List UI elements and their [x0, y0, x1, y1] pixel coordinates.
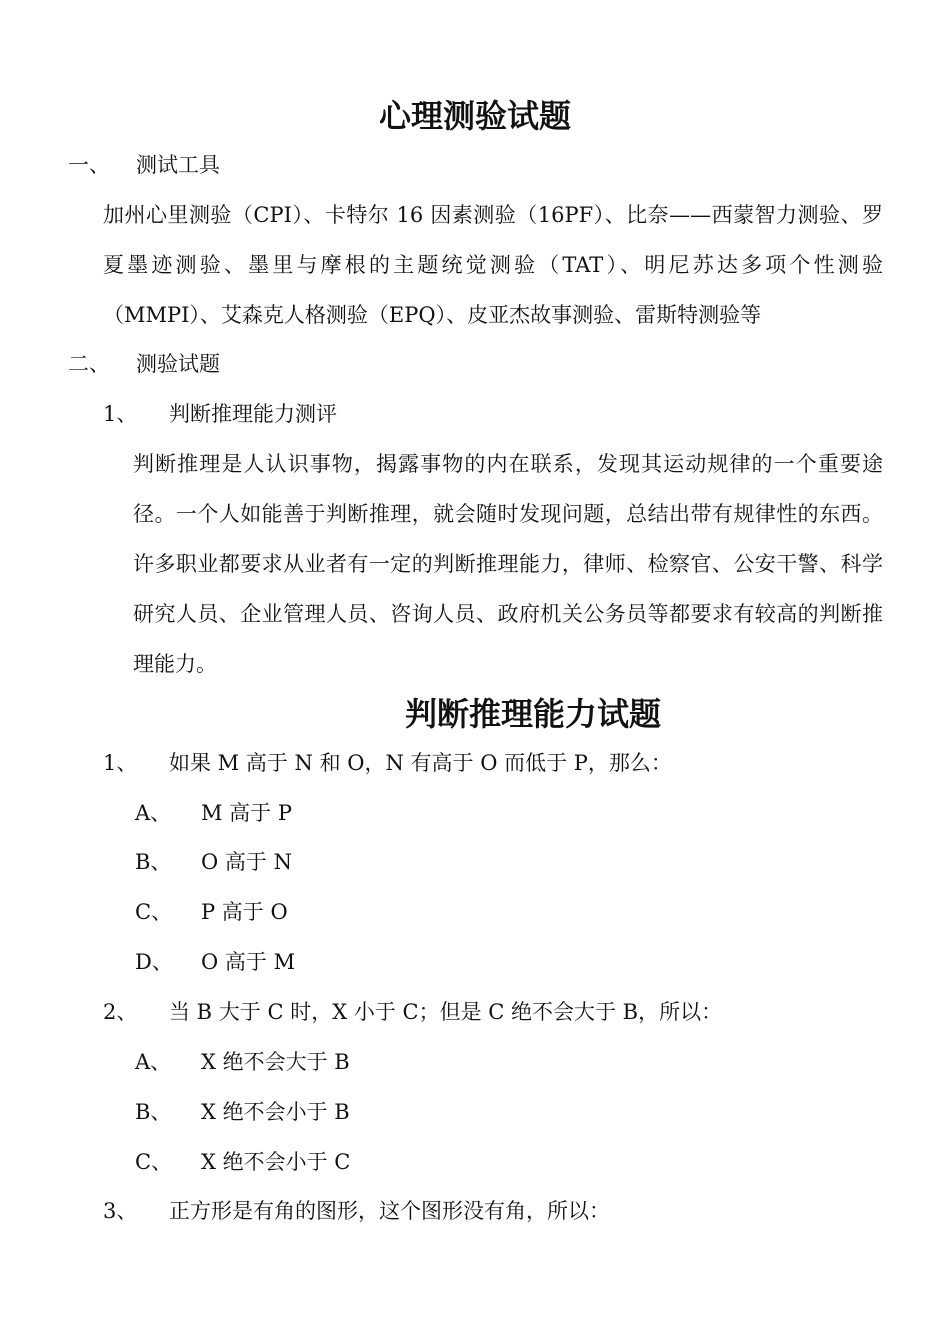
question-1-text: 如果 M 高于 N 和 O，N 有高于 O 而低于 P，那么： — [169, 751, 672, 775]
question-1-option-d — [135, 947, 295, 977]
option-label: B、 — [135, 1100, 172, 1124]
option-text: X 绝不会小于 B — [201, 1100, 350, 1124]
option-text: M 高于 P — [201, 801, 292, 825]
question-1-option-b — [135, 847, 292, 877]
question-2-option-c — [135, 1147, 350, 1177]
question-1 — [103, 748, 672, 778]
question-1-option-c — [135, 897, 288, 927]
question-3 — [103, 1196, 610, 1226]
option-label: B、 — [135, 850, 172, 874]
option-label: C、 — [135, 1150, 173, 1174]
option-text: O 高于 M — [201, 950, 296, 974]
section-subtitle: 判断推理能力试题 — [404, 695, 661, 733]
question-2-option-b — [135, 1097, 350, 1127]
section-1-title: 测试工具 — [136, 153, 220, 177]
question-3-number: 3、 — [103, 1199, 138, 1223]
subsection-1-body: 判断推理是人认识事物，揭露事物的内在联系，发现其运动规律的一个重要途径。一个人如能善于判断推理，就会随时发现问题，总结出带有规律性的东西。许多职业都要求从业者有一定的判断推理能力，律师、检察官、公安干警、科学研究人员、企业管理人员、咨询人员、政府机关公务员等都要求有较高的判断推理能力。 — [133, 452, 883, 676]
question-2-text: 当 B 大于 C 时，X 小于 C；但是 C 绝不会大于 B，所以： — [169, 1000, 723, 1024]
question-1-option-a — [135, 798, 292, 828]
option-text: O 高于 N — [201, 850, 292, 874]
option-text: X 绝不会大于 B — [201, 1050, 350, 1074]
option-label: A、 — [135, 801, 172, 825]
section-2-heading — [68, 349, 220, 379]
option-label: C、 — [135, 900, 173, 924]
subsection-1-title: 判断推理能力测评 — [169, 402, 337, 426]
section-2-title: 测验试题 — [136, 352, 220, 376]
subsection-1-heading — [103, 399, 337, 429]
option-label: A、 — [135, 1050, 172, 1074]
subsection-1-number: 1、 — [103, 402, 138, 426]
question-2-option-a — [135, 1047, 350, 1077]
option-text: P 高于 O — [201, 900, 288, 924]
question-3-text: 正方形是有角的图形，这个图形没有角，所以： — [169, 1199, 610, 1223]
question-2-number: 2、 — [103, 1000, 138, 1024]
option-text: X 绝不会小于 C — [201, 1150, 351, 1174]
question-1-number: 1、 — [103, 751, 138, 775]
section-1-number: 一、 — [68, 153, 110, 177]
section-1-heading — [68, 150, 220, 180]
section-2-number: 二、 — [68, 352, 110, 376]
page-title: 心理测验试题 — [378, 97, 571, 135]
question-2 — [103, 997, 722, 1027]
option-label: D、 — [135, 950, 173, 974]
section-1-body: 加州心里测验（CPI）、卡特尔 16 因素测验（16PF）、比奈——西蒙智力测验、罗夏墨迹测验、墨里与摩根的主题统觉测验（TAT）、明尼苏达多项个性测验（MMPI）、艾森克人格测验（EPQ）、皮亚杰故事测验、雷斯特测验等 — [103, 203, 883, 327]
